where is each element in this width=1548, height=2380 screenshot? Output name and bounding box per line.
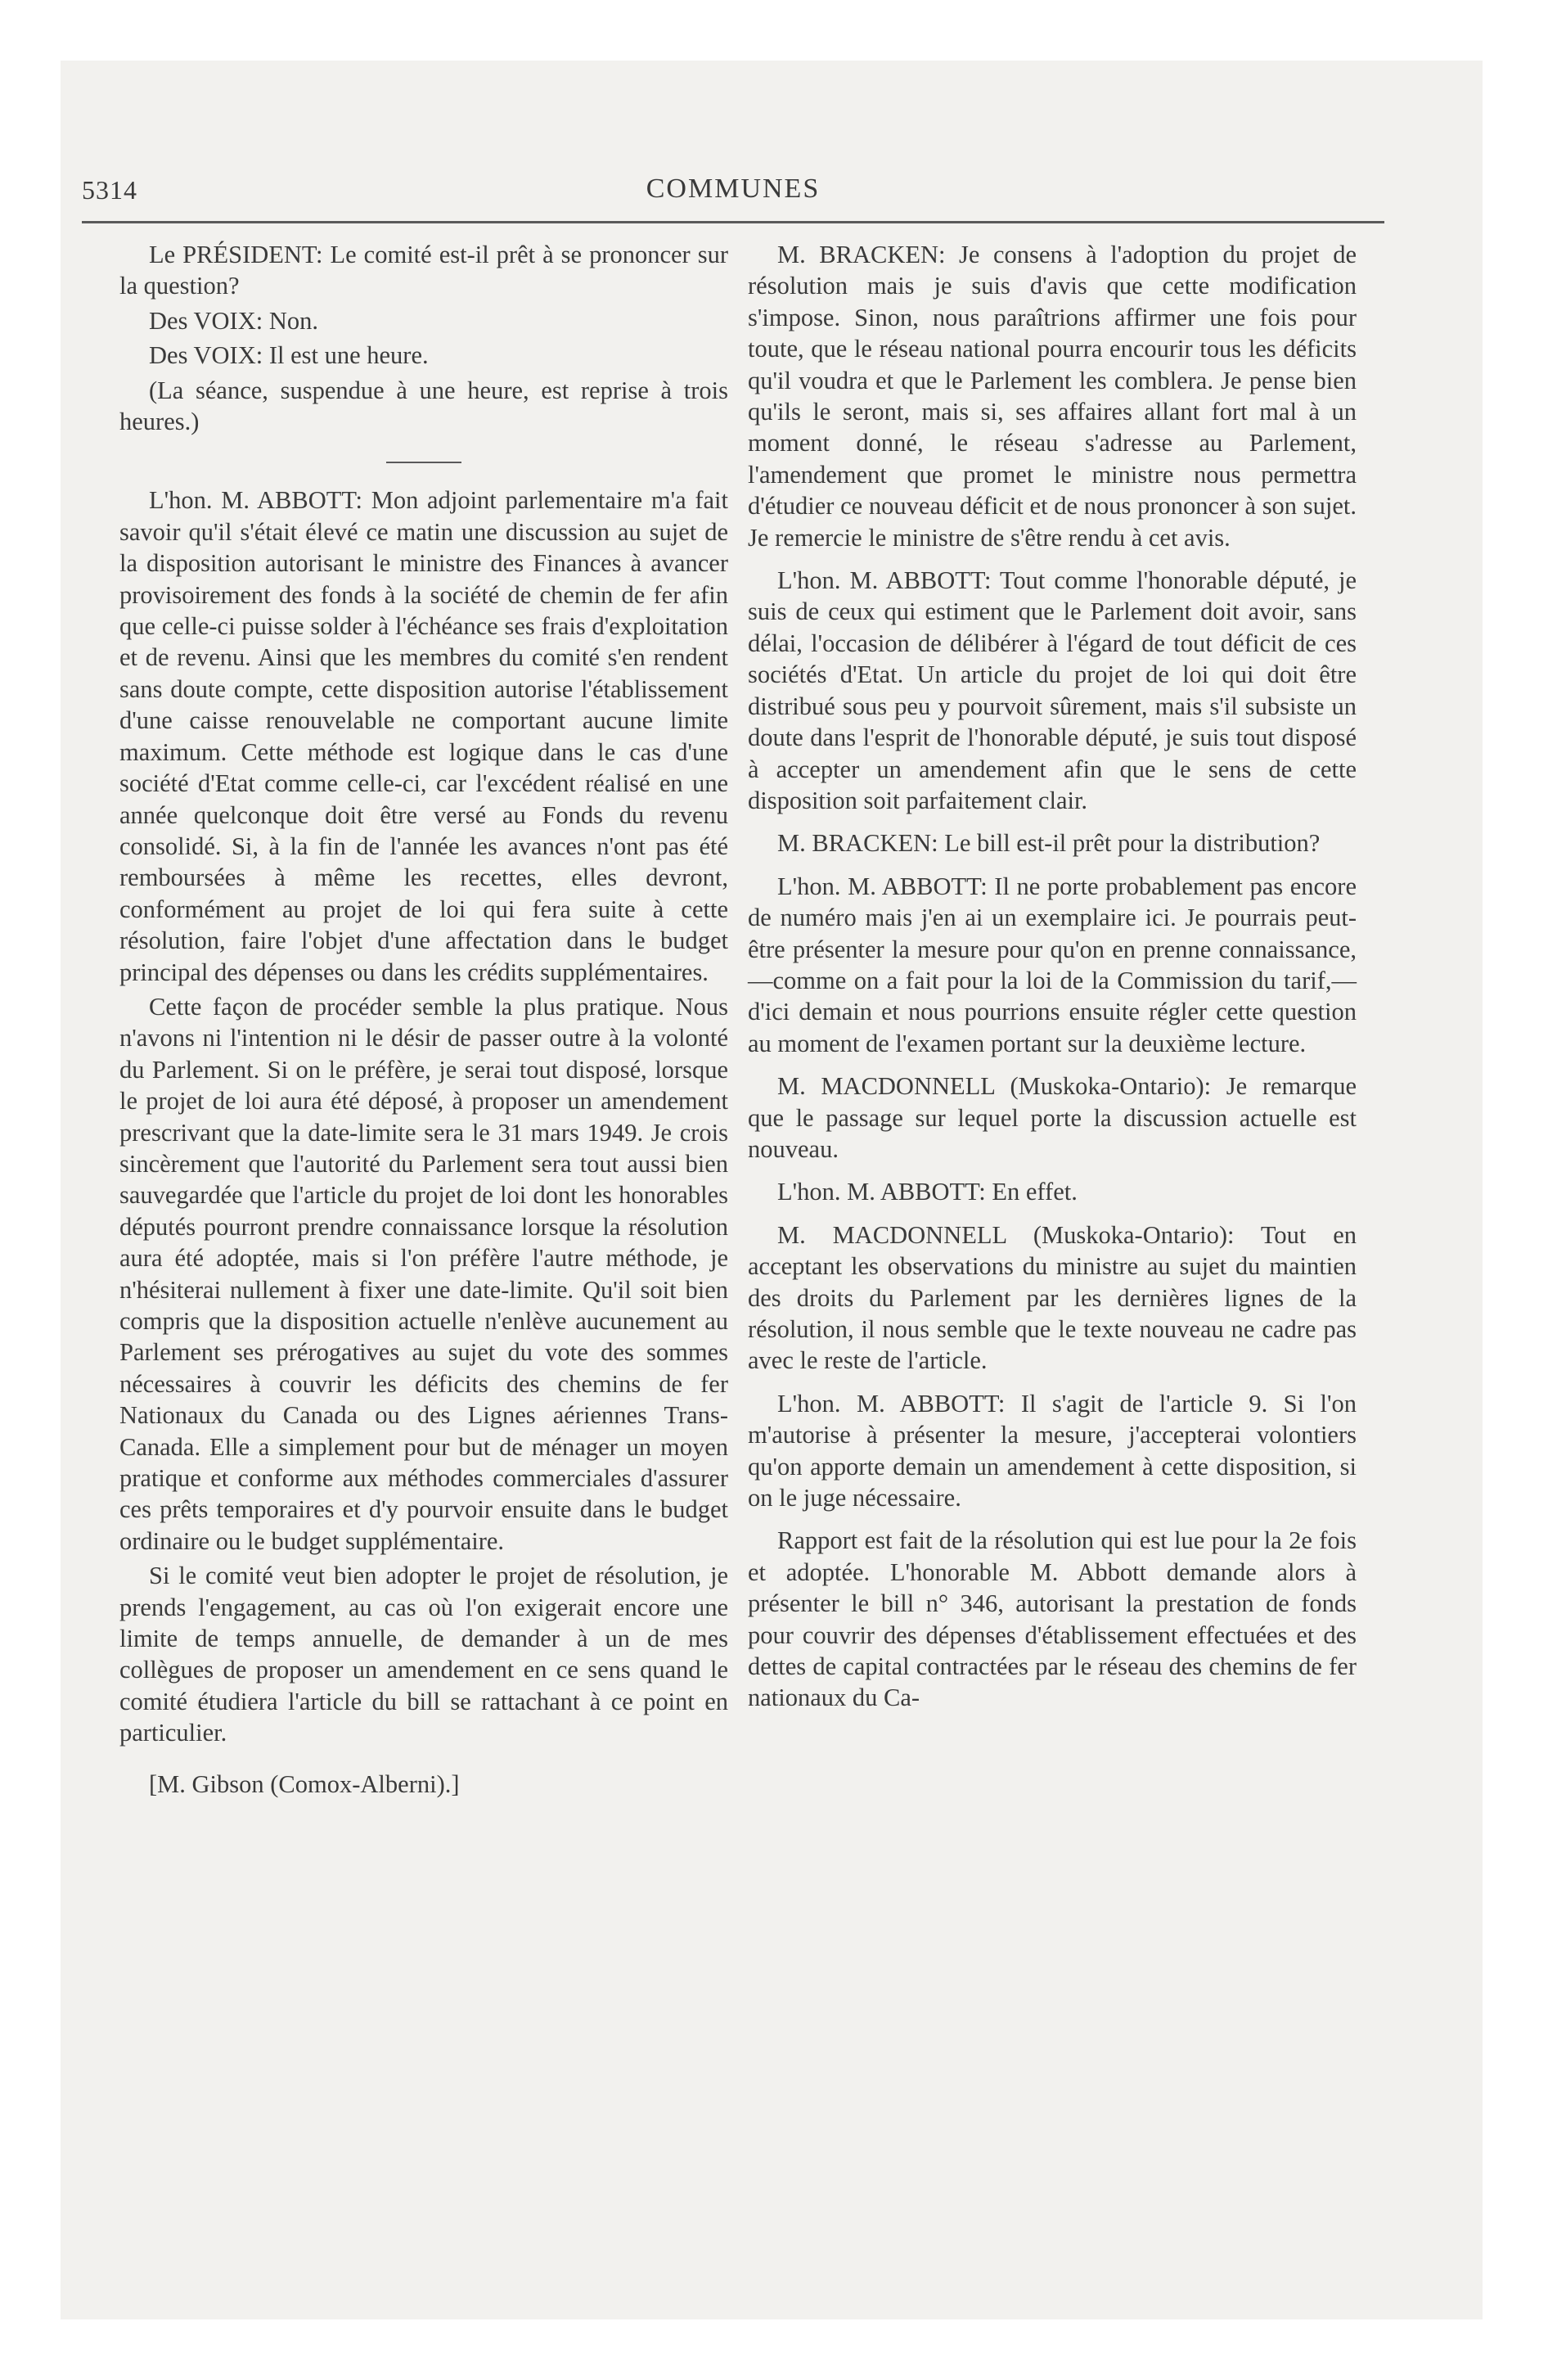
paragraph-session-suspended: (La séance, suspendue à une heure, est reprise à trois heures.): [119, 376, 728, 436]
paragraph-abbott-indeed: L'hon. M. ABBOTT: En effet.: [777, 1178, 1078, 1206]
paragraph-macdonnell-observations: M. MACDONNELL (Muskoka-Ontario): Tout en acceptant les observations du ministre au sujet du maintien des droits du Parlement par les dernières lignes de la résolution, il nous semble que le texte nouveau ne cadre pas avec le reste de l'article.: [748, 1220, 1357, 1375]
running-head: COMMUNES: [646, 174, 821, 204]
paragraph-macdonnell-new: M. MACDONNELL (Muskoka-Ontario): Je remarque que le passage sur lequel porte la discussion actuelle est nouveau.: [748, 1072, 1357, 1163]
paragraph-abbott-deficit: L'hon. M. ABBOTT: Tout comme l'honorable député, je suis de ceux qui estiment que le Parlement doit avoir, sans délai, l'occasion de délibérer à l'égard de tout déficit de ces sociétés d'Etat. Un article du projet de loi qui doit être distribué sous peu y pourvoit sûrement, mais s'il subsiste un doute dans l'esprit de l'honorable député, je suis tout disposé à accepter un amendement afin que le sens de cette disposition soit parfaitement clair.: [748, 566, 1357, 814]
paragraph-abbott-statement: L'hon. M. ABBOTT: Mon adjoint parlementaire m'a fait savoir qu'il s'était élevé ce matin une discussion au sujet de la disposition autorisant le ministre des Finances à avancer provisoirement des fonds à la société de chemin de fer afin que celle-ci puisse solder à l'échéance ses frais d'exploitation et de revenu. Ainsi que les membres du comité s'en rendent sans doute compte, cette disposition autorise l'établissement d'une caisse renouvelable ne comportant aucune limite maximum. Cette méthode est logique dans le cas d'une société d'Etat comme celle-ci, car l'excédent réalisé en une année quelconque doit être versé au Fonds du revenu consolidé. Si, à la fin de l'année les avances n'ont pas été remboursées à même les recettes, elles devront, conformément au projet de loi qui fera suite à cette résolution, faire l'objet d'une affectation dans le budget principal des dépenses ou dans les crédits supplémentaires.: [119, 486, 728, 986]
paragraph-president-question: Le PRÉSIDENT: Le comité est-il prêt à se prononcer sur la question?: [119, 241, 728, 300]
paragraph-abbott-number: L'hon. M. ABBOTT: Il ne porte probablement pas encore de numéro mais j'en ai un exemplaire ici. Je pourrais peut-être présenter la mesure pour qu'on en prenne connaissance,—comme on a fait pour la loi de la Commission du tarif,—d'ici demain et nous pourrions ensuite régler cette question au moment de l'examen portant sur la deuxième lecture.: [748, 872, 1357, 1057]
paragraph-bracken-bill: M. BRACKEN: Le bill est-il prêt pour la distribution?: [777, 829, 1321, 858]
paragraph-bracken-consent: M. BRACKEN: Je consens à l'adoption du projet de résolution mais je suis d'avis que cette modification s'impose. Sinon, nous paraîtrions affirmer une fois pour toute, que le réseau national pourra encourir tous les déficits qu'il voudra et que le Parlement les comblera. Je pense bien qu'ils le seront, mais si, ses affaires allant fort mal à un moment donné, le réseau s'adresse au Parlement, l'amendement que promet le ministre nous permettra d'étudier ce nouveau déficit et de nous prononcer à son sujet. Je remercie le ministre de s'être rendu à cet avis.: [748, 241, 1357, 552]
paragraph-voices-no: Des VOIX: Non.: [149, 306, 318, 335]
section-divider: [386, 462, 461, 463]
paragraph-report-resolution: Rapport est fait de la résolution qui est lue pour la 2e fois et adoptée. L'honorable M. Abbott demande alors à présenter le bill n° 346, autorisant la prestation de fonds pour couvrir des dépenses d'établissement effectuées et des dettes de capital contractées par le réseau des chemins de fer nationaux du Ca-: [748, 1526, 1357, 1712]
right-column: [748, 239, 1357, 1725]
left-column: [119, 239, 728, 1811]
speaker-footer: [M. Gibson (Comox-Alberni).]: [149, 1769, 460, 1798]
paragraph-abbott-article-9: L'hon. M. ABBOTT: Il s'agit de l'article 9. Si l'on m'autorise à présenter la mesure, j'accepterai volontiers qu'on apporte demain un amendement à cette disposition, si on le juge nécessaire.: [748, 1389, 1357, 1512]
page-header: [82, 164, 1384, 223]
paragraph-abbott-commitment: Si le comité veut bien adopter le projet de résolution, je prends l'engagement, au cas où l'on exigerait encore une limite de temps annuelle, de demander à un de mes collègues de proposer un amendement en ce sens quand le comité étudiera l'article du bill se rattachant à ce point en particulier.: [119, 1562, 728, 1747]
paragraph-voices-one-oclock: Des VOIX: Il est une heure.: [149, 341, 429, 370]
page-number: 5314: [82, 175, 137, 205]
paragraph-abbott-method: Cette façon de procéder semble la plus pratique. Nous n'avons ni l'intention ni le désir de passer outre à la volonté du Parlement. Si on le préfère, je serai tout disposé, lorsque le projet de loi aura été déposé, à proposer un amendement prescrivant que la date-limite sera le 31 mars 1949. Je crois sincèrement que l'autorité du Parlement sera tout aussi bien sauvegardée que l'article du projet de loi dont les honorables députés pourront prendre connaissance lorsque la résolution aura été adoptée, mais si l'on préfère l'autre méthode, je n'hésiterai nullement à fixer une date-limite. Qu'il soit bien compris que la disposition actuelle n'enlève aucunement au Parlement ses prérogatives au sujet du vote des sommes nécessaires à couvrir les déficits des chemins de fer Nationaux du Canada ou des Lignes aériennes Trans-Canada. Elle a simplement pour but de ménager un moyen pratique et conforme aux méthodes commerciales d'assurer ces prêts temporaires et d'y pourvoir ensuite dans le budget ordinaire ou le budget supplémentaire.: [119, 992, 728, 1555]
